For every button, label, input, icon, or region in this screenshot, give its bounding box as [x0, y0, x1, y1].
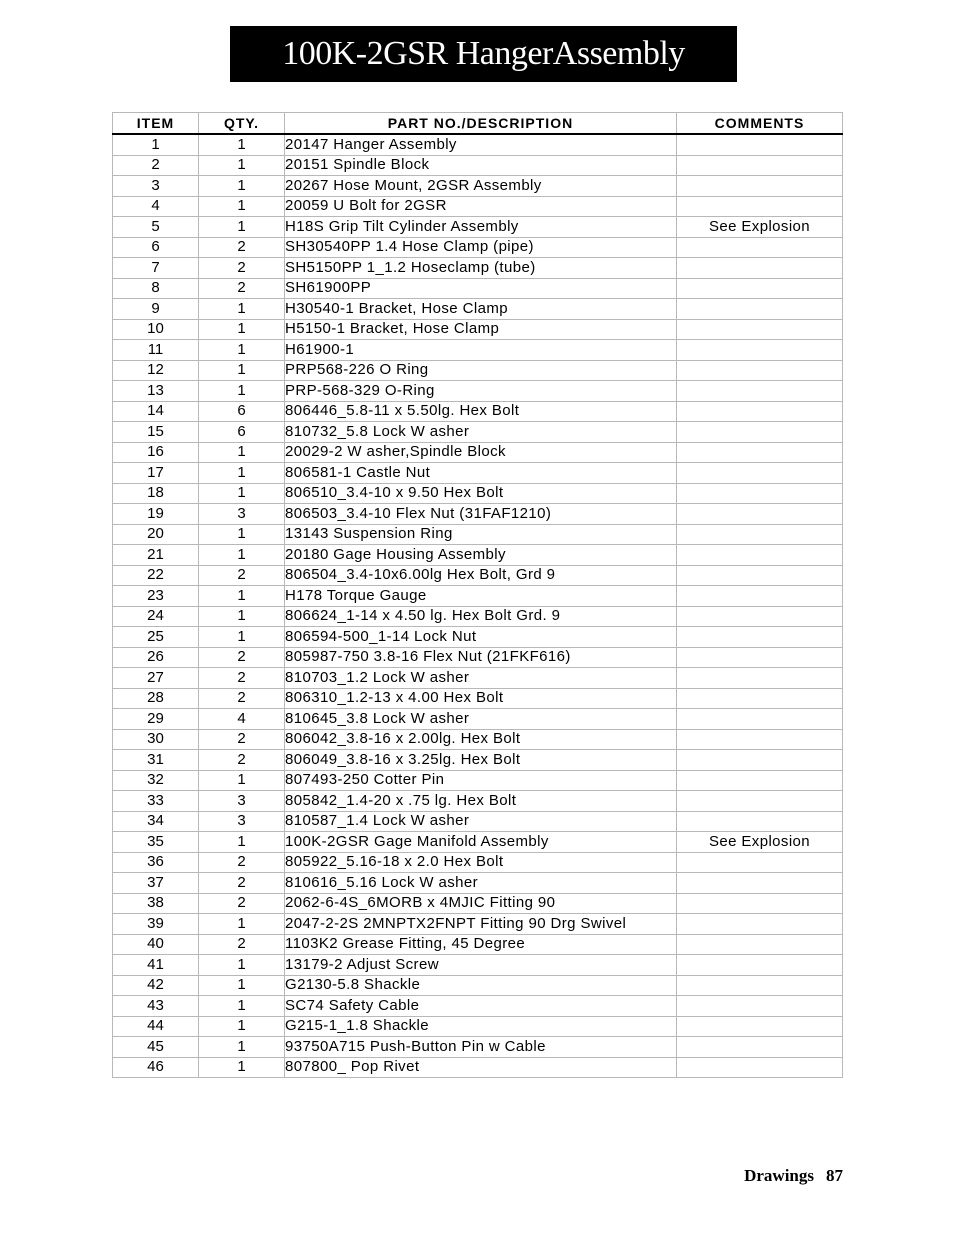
- cell-item: 32: [113, 770, 199, 791]
- cell-qty: 1: [199, 586, 285, 607]
- parts-table-body: [113, 134, 843, 1078]
- table-row: [113, 893, 843, 914]
- cell-comment: [677, 606, 843, 627]
- cell-qty: 1: [199, 483, 285, 504]
- cell-description: 805922_5.16-18 x 2.0 Hex Bolt: [285, 852, 677, 873]
- cell-item: 24: [113, 606, 199, 627]
- cell-description: 93750A715 Push-Button Pin w Cable: [285, 1037, 677, 1058]
- table-row: [113, 340, 843, 361]
- cell-comment: [677, 155, 843, 176]
- cell-qty: 3: [199, 504, 285, 525]
- cell-description: 13179-2 Adjust Screw: [285, 955, 677, 976]
- cell-comment: [677, 524, 843, 545]
- table-row: [113, 196, 843, 217]
- table-row: [113, 155, 843, 176]
- cell-description: SC74 Safety Cable: [285, 996, 677, 1017]
- table-header-row: [113, 113, 843, 135]
- table-row: [113, 463, 843, 484]
- cell-description: PRP568-226 O Ring: [285, 360, 677, 381]
- cell-item: 6: [113, 237, 199, 258]
- cell-item: 38: [113, 893, 199, 914]
- cell-description: 806042_3.8-16 x 2.00lg. Hex Bolt: [285, 729, 677, 750]
- cell-description: 13143 Suspension Ring: [285, 524, 677, 545]
- cell-qty: 2: [199, 688, 285, 709]
- cell-item: 3: [113, 176, 199, 197]
- cell-qty: 1: [199, 1057, 285, 1078]
- cell-comment: [677, 811, 843, 832]
- table-row: [113, 934, 843, 955]
- cell-item: 19: [113, 504, 199, 525]
- cell-description: 806510_3.4-10 x 9.50 Hex Bolt: [285, 483, 677, 504]
- table-row: [113, 176, 843, 197]
- cell-comment: [677, 770, 843, 791]
- cell-item: 4: [113, 196, 199, 217]
- cell-comment: [677, 422, 843, 443]
- cell-qty: 6: [199, 401, 285, 422]
- cell-item: 37: [113, 873, 199, 894]
- cell-description: 20029-2 W asher,Spindle Block: [285, 442, 677, 463]
- header-item: ITEM: [113, 113, 199, 135]
- cell-description: SH61900PP: [285, 278, 677, 299]
- table-row: [113, 360, 843, 381]
- cell-description: 20151 Spindle Block: [285, 155, 677, 176]
- cell-comment: [677, 258, 843, 279]
- table-row: [113, 401, 843, 422]
- cell-qty: 1: [199, 955, 285, 976]
- cell-qty: 1: [199, 524, 285, 545]
- cell-item: 12: [113, 360, 199, 381]
- cell-item: 45: [113, 1037, 199, 1058]
- cell-description: 810587_1.4 Lock W asher: [285, 811, 677, 832]
- cell-qty: 1: [199, 1016, 285, 1037]
- table-row: [113, 770, 843, 791]
- cell-qty: 1: [199, 340, 285, 361]
- cell-qty: 1: [199, 319, 285, 340]
- cell-description: 20267 Hose Mount, 2GSR Assembly: [285, 176, 677, 197]
- cell-item: 29: [113, 709, 199, 730]
- table-row: [113, 278, 843, 299]
- cell-description: PRP-568-329 O-Ring: [285, 381, 677, 402]
- table-row: [113, 565, 843, 586]
- cell-comment: [677, 196, 843, 217]
- cell-qty: 2: [199, 258, 285, 279]
- table-row: [113, 996, 843, 1017]
- table-row: [113, 1057, 843, 1078]
- table-row: [113, 422, 843, 443]
- cell-item: 30: [113, 729, 199, 750]
- cell-item: 13: [113, 381, 199, 402]
- cell-qty: 1: [199, 134, 285, 155]
- cell-comment: [677, 545, 843, 566]
- header-comments: COMMENTS: [677, 113, 843, 135]
- cell-qty: 2: [199, 852, 285, 873]
- header-description: PART NO./DESCRIPTION: [285, 113, 677, 135]
- cell-comment: [677, 668, 843, 689]
- cell-description: 806504_3.4-10x6.00lg Hex Bolt, Grd 9: [285, 565, 677, 586]
- cell-description: G2130-5.8 Shackle: [285, 975, 677, 996]
- table-row: [113, 586, 843, 607]
- table-row: [113, 852, 843, 873]
- table-row: [113, 975, 843, 996]
- cell-qty: 1: [199, 545, 285, 566]
- cell-qty: 3: [199, 791, 285, 812]
- cell-comment: [677, 729, 843, 750]
- cell-item: 14: [113, 401, 199, 422]
- cell-qty: 2: [199, 893, 285, 914]
- cell-comment: [677, 442, 843, 463]
- table-row: [113, 606, 843, 627]
- cell-comment: [677, 852, 843, 873]
- table-row: [113, 1016, 843, 1037]
- cell-comment: [677, 934, 843, 955]
- cell-comment: [677, 319, 843, 340]
- table-row: [113, 709, 843, 730]
- cell-description: 807493-250 Cotter Pin: [285, 770, 677, 791]
- cell-comment: [677, 893, 843, 914]
- cell-description: H61900-1: [285, 340, 677, 361]
- cell-qty: 2: [199, 647, 285, 668]
- cell-qty: 1: [199, 770, 285, 791]
- cell-description: 810703_1.2 Lock W asher: [285, 668, 677, 689]
- cell-qty: 3: [199, 811, 285, 832]
- cell-description: 100K-2GSR Gage Manifold Assembly: [285, 832, 677, 853]
- cell-description: H178 Torque Gauge: [285, 586, 677, 607]
- cell-comment: [677, 873, 843, 894]
- cell-qty: 1: [199, 299, 285, 320]
- cell-description: 810645_3.8 Lock W asher: [285, 709, 677, 730]
- cell-item: 36: [113, 852, 199, 873]
- table-row: [113, 647, 843, 668]
- cell-item: 23: [113, 586, 199, 607]
- cell-qty: 2: [199, 565, 285, 586]
- cell-description: 2062-6-4S_6MORB x 4MJIC Fitting 90: [285, 893, 677, 914]
- table-row: [113, 381, 843, 402]
- cell-comment: [677, 914, 843, 935]
- cell-qty: 2: [199, 729, 285, 750]
- cell-comment: See Explosion: [677, 217, 843, 238]
- cell-qty: 1: [199, 996, 285, 1017]
- cell-item: 27: [113, 668, 199, 689]
- cell-item: 33: [113, 791, 199, 812]
- cell-comment: [677, 627, 843, 648]
- cell-qty: 1: [199, 442, 285, 463]
- table-row: [113, 217, 843, 238]
- table-row: [113, 319, 843, 340]
- cell-comment: [677, 565, 843, 586]
- table-row: [113, 442, 843, 463]
- cell-description: 806310_1.2-13 x 4.00 Hex Bolt: [285, 688, 677, 709]
- cell-comment: [677, 709, 843, 730]
- cell-item: 18: [113, 483, 199, 504]
- table-row: [113, 627, 843, 648]
- table-row: [113, 1037, 843, 1058]
- cell-description: 1103K2 Grease Fitting, 45 Degree: [285, 934, 677, 955]
- cell-description: 810616_5.16 Lock W asher: [285, 873, 677, 894]
- cell-description: 806503_3.4-10 Flex Nut (31FAF1210): [285, 504, 677, 525]
- cell-item: 25: [113, 627, 199, 648]
- cell-qty: 1: [199, 463, 285, 484]
- cell-item: 43: [113, 996, 199, 1017]
- cell-comment: [677, 791, 843, 812]
- cell-comment: [677, 688, 843, 709]
- cell-description: 805842_1.4-20 x .75 lg. Hex Bolt: [285, 791, 677, 812]
- cell-item: 26: [113, 647, 199, 668]
- cell-qty: 1: [199, 155, 285, 176]
- cell-qty: 2: [199, 668, 285, 689]
- table-row: [113, 237, 843, 258]
- cell-qty: 1: [199, 381, 285, 402]
- table-row: [113, 483, 843, 504]
- cell-item: 39: [113, 914, 199, 935]
- cell-comment: [677, 401, 843, 422]
- cell-qty: 1: [199, 196, 285, 217]
- cell-description: H18S Grip Tilt Cylinder Assembly: [285, 217, 677, 238]
- page-title: 100K-2GSR HangerAssembly: [282, 35, 685, 72]
- cell-item: 9: [113, 299, 199, 320]
- cell-item: 10: [113, 319, 199, 340]
- cell-comment: [677, 975, 843, 996]
- cell-qty: 1: [199, 217, 285, 238]
- cell-qty: 2: [199, 873, 285, 894]
- cell-description: SH30540PP 1.4 Hose Clamp (pipe): [285, 237, 677, 258]
- cell-comment: [677, 360, 843, 381]
- cell-comment: [677, 134, 843, 155]
- cell-description: 2047-2-2S 2MNPTX2FNPT Fitting 90 Drg Swivel: [285, 914, 677, 935]
- cell-item: 17: [113, 463, 199, 484]
- cell-description: SH5150PP 1_1.2 Hoseclamp (tube): [285, 258, 677, 279]
- cell-item: 40: [113, 934, 199, 955]
- cell-description: 805987-750 3.8-16 Flex Nut (21FKF616): [285, 647, 677, 668]
- cell-comment: [677, 463, 843, 484]
- cell-item: 15: [113, 422, 199, 443]
- cell-qty: 1: [199, 832, 285, 853]
- cell-description: G215-1_1.8 Shackle: [285, 1016, 677, 1037]
- table-row: [113, 524, 843, 545]
- cell-qty: 1: [199, 176, 285, 197]
- cell-comment: [677, 1016, 843, 1037]
- table-row: [113, 791, 843, 812]
- cell-description: 806594-500_1-14 Lock Nut: [285, 627, 677, 648]
- cell-item: 1: [113, 134, 199, 155]
- cell-item: 7: [113, 258, 199, 279]
- cell-qty: 1: [199, 975, 285, 996]
- table-row: [113, 688, 843, 709]
- cell-comment: [677, 278, 843, 299]
- cell-comment: [677, 483, 843, 504]
- cell-qty: 1: [199, 1037, 285, 1058]
- cell-comment: See Explosion: [677, 832, 843, 853]
- cell-comment: [677, 996, 843, 1017]
- cell-comment: [677, 340, 843, 361]
- cell-item: 28: [113, 688, 199, 709]
- cell-qty: 2: [199, 750, 285, 771]
- cell-item: 44: [113, 1016, 199, 1037]
- cell-item: 8: [113, 278, 199, 299]
- cell-comment: [677, 750, 843, 771]
- cell-comment: [677, 1057, 843, 1078]
- cell-description: 20180 Gage Housing Assembly: [285, 545, 677, 566]
- cell-item: 34: [113, 811, 199, 832]
- cell-qty: 2: [199, 278, 285, 299]
- cell-comment: [677, 504, 843, 525]
- cell-item: 16: [113, 442, 199, 463]
- cell-description: 807800_ Pop Rivet: [285, 1057, 677, 1078]
- page-number: 87: [826, 1166, 843, 1185]
- cell-qty: 4: [199, 709, 285, 730]
- table-row: [113, 955, 843, 976]
- table-row: [113, 811, 843, 832]
- cell-item: 2: [113, 155, 199, 176]
- cell-comment: [677, 955, 843, 976]
- cell-item: 31: [113, 750, 199, 771]
- cell-comment: [677, 237, 843, 258]
- cell-item: 41: [113, 955, 199, 976]
- table-row: [113, 914, 843, 935]
- cell-description: 20059 U Bolt for 2GSR: [285, 196, 677, 217]
- cell-description: H30540-1 Bracket, Hose Clamp: [285, 299, 677, 320]
- cell-item: 5: [113, 217, 199, 238]
- cell-qty: 2: [199, 237, 285, 258]
- cell-description: 806049_3.8-16 x 3.25lg. Hex Bolt: [285, 750, 677, 771]
- cell-comment: [677, 381, 843, 402]
- cell-qty: 1: [199, 914, 285, 935]
- cell-comment: [677, 176, 843, 197]
- parts-table: [112, 112, 843, 1078]
- page-footer: [744, 1166, 843, 1186]
- cell-comment: [677, 647, 843, 668]
- header-qty: QTY.: [199, 113, 285, 135]
- footer-section: Drawings: [744, 1166, 814, 1185]
- cell-item: 21: [113, 545, 199, 566]
- table-row: [113, 750, 843, 771]
- table-row: [113, 873, 843, 894]
- table-row: [113, 729, 843, 750]
- cell-qty: 6: [199, 422, 285, 443]
- cell-description: 806581-1 Castle Nut: [285, 463, 677, 484]
- cell-comment: [677, 299, 843, 320]
- cell-comment: [677, 586, 843, 607]
- cell-description: H5150-1 Bracket, Hose Clamp: [285, 319, 677, 340]
- table-row: [113, 134, 843, 155]
- table-row: [113, 504, 843, 525]
- cell-description: 810732_5.8 Lock W asher: [285, 422, 677, 443]
- page-title-bar: [230, 26, 737, 82]
- cell-item: 11: [113, 340, 199, 361]
- cell-description: 20147 Hanger Assembly: [285, 134, 677, 155]
- table-row: [113, 545, 843, 566]
- cell-item: 42: [113, 975, 199, 996]
- cell-item: 46: [113, 1057, 199, 1078]
- cell-item: 20: [113, 524, 199, 545]
- cell-qty: 1: [199, 360, 285, 381]
- cell-qty: 2: [199, 934, 285, 955]
- table-row: [113, 258, 843, 279]
- cell-qty: 1: [199, 606, 285, 627]
- cell-qty: 1: [199, 627, 285, 648]
- cell-description: 806446_5.8-11 x 5.50lg. Hex Bolt: [285, 401, 677, 422]
- cell-comment: [677, 1037, 843, 1058]
- cell-item: 22: [113, 565, 199, 586]
- cell-item: 35: [113, 832, 199, 853]
- table-row: [113, 668, 843, 689]
- cell-description: 806624_1-14 x 4.50 lg. Hex Bolt Grd. 9: [285, 606, 677, 627]
- table-row: [113, 299, 843, 320]
- table-row: [113, 832, 843, 853]
